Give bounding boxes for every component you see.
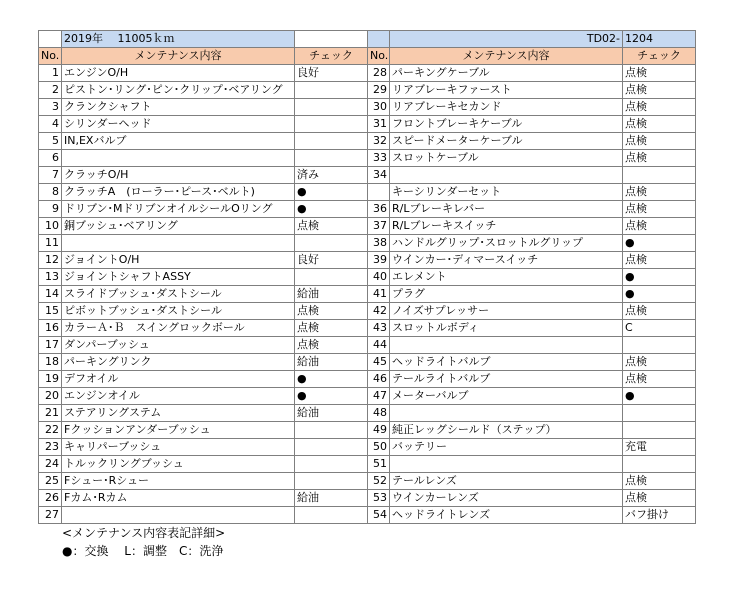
model-code-cell[interactable]: TD02- — [390, 31, 623, 48]
col-header-check: チェック — [623, 48, 696, 65]
left-row-content[interactable]: Fシュー･Rシュー — [62, 473, 295, 490]
right-row-no[interactable]: 34 — [368, 167, 390, 184]
right-row-content[interactable]: リアブレーキセカンド — [390, 99, 623, 116]
right-row-no[interactable]: 41 — [368, 286, 390, 303]
table-row — [39, 388, 696, 405]
right-row-check[interactable]: 点検 — [623, 116, 696, 133]
right-row-content[interactable]: ノイズサプレッサー — [390, 303, 623, 320]
right-row-no[interactable]: 28 — [368, 65, 390, 82]
legend — [62, 524, 225, 560]
right-row-check[interactable]: バフ掛け — [623, 507, 696, 524]
table-row — [39, 65, 696, 82]
left-row-content[interactable]: エンジンO/H — [62, 65, 295, 82]
left-row-check[interactable] — [295, 422, 368, 439]
left-row-no[interactable]: 25 — [39, 473, 62, 490]
right-row-content[interactable]: ウインカーレンズ — [390, 490, 623, 507]
left-row-no[interactable]: 14 — [39, 286, 62, 303]
right-row-no[interactable]: 33 — [368, 150, 390, 167]
left-row-no[interactable]: 4 — [39, 116, 62, 133]
left-row-no[interactable]: 1 — [39, 65, 62, 82]
right-row-content[interactable]: 純正レッグシールド（ステップ） — [390, 422, 623, 439]
right-row-no[interactable]: 32 — [368, 133, 390, 150]
left-row-check[interactable] — [295, 473, 368, 490]
left-row-check[interactable] — [295, 507, 368, 524]
right-row-no[interactable]: 43 — [368, 320, 390, 337]
right-row-check[interactable]: 点検 — [623, 65, 696, 82]
table-row — [39, 456, 696, 473]
col-header-content: メンテナンス内容 — [390, 48, 623, 65]
left-row-no[interactable]: 12 — [39, 252, 62, 269]
right-row-no[interactable]: 36 — [368, 201, 390, 218]
table-row — [39, 371, 696, 388]
right-row-check[interactable]: 点検 — [623, 201, 696, 218]
right-row-content[interactable]: R/Lブレーキスイッチ — [390, 218, 623, 235]
left-row-no[interactable]: 15 — [39, 303, 62, 320]
right-row-content[interactable]: メーターバルブ — [390, 388, 623, 405]
right-row-no[interactable]: 38 — [368, 235, 390, 252]
right-row-check[interactable] — [623, 167, 696, 184]
left-row-no[interactable]: 2 — [39, 82, 62, 99]
right-row-check[interactable]: 充電 — [623, 439, 696, 456]
left-row-no[interactable]: 10 — [39, 218, 62, 235]
right-row-content[interactable]: ヘッドライトレンズ — [390, 507, 623, 524]
right-row-content[interactable]: フロントブレーキケーブル — [390, 116, 623, 133]
right-row-check[interactable]: C — [623, 320, 696, 337]
right-row-check[interactable]: ● — [623, 269, 696, 286]
right-row-check[interactable]: 点検 — [623, 303, 696, 320]
maintenance-sheet — [38, 30, 695, 558]
table-row — [39, 218, 696, 235]
left-row-no[interactable]: 27 — [39, 507, 62, 524]
left-row-check[interactable]: 給油 — [295, 405, 368, 422]
left-row-content[interactable]: ピストン･リング･ピン･クリップ･ベアリング — [62, 82, 295, 99]
left-row-no[interactable]: 3 — [39, 99, 62, 116]
col-header-no: No. — [39, 48, 62, 65]
table-row — [39, 116, 696, 133]
info-spacer — [39, 31, 62, 48]
col-header-check: チェック — [295, 48, 368, 65]
right-row-no[interactable]: 37 — [368, 218, 390, 235]
left-row-no[interactable]: 5 — [39, 133, 62, 150]
left-row-content[interactable]: デフオイル — [62, 371, 295, 388]
table-row — [39, 473, 696, 490]
right-row-content[interactable]: ヘッドライトバルブ — [390, 354, 623, 371]
left-row-check[interactable] — [295, 150, 368, 167]
table-row — [39, 439, 696, 456]
right-row-check[interactable] — [623, 405, 696, 422]
left-row-no[interactable]: 13 — [39, 269, 62, 286]
left-row-no[interactable]: 7 — [39, 167, 62, 184]
table-row — [39, 167, 696, 184]
left-row-content[interactable]: ドリブン･MドリブンオイルシールOリング — [62, 201, 295, 218]
table-row — [39, 303, 696, 320]
left-row-no[interactable]: 24 — [39, 456, 62, 473]
left-row-content[interactable]: ピボットブッシュ･ダストシール — [62, 303, 295, 320]
left-row-content[interactable]: ステアリングステム — [62, 405, 295, 422]
left-row-content[interactable]: シリンダーヘッド — [62, 116, 295, 133]
right-row-no[interactable]: 42 — [368, 303, 390, 320]
right-row-content[interactable]: バッテリー — [390, 439, 623, 456]
info-spacer — [368, 31, 390, 48]
right-row-check[interactable]: ● — [623, 235, 696, 252]
right-row-check[interactable]: 点検 — [623, 99, 696, 116]
right-row-content[interactable]: リアブレーキファースト — [390, 82, 623, 99]
right-row-check[interactable] — [623, 337, 696, 354]
right-row-check[interactable] — [623, 456, 696, 473]
left-row-check[interactable]: 給油 — [295, 286, 368, 303]
table-row — [39, 150, 696, 167]
right-row-content[interactable] — [390, 337, 623, 354]
left-row-no[interactable]: 22 — [39, 422, 62, 439]
left-row-no[interactable]: 11 — [39, 235, 62, 252]
right-row-content[interactable]: ハンドルグリップ･スロットルグリップ — [390, 235, 623, 252]
left-row-content[interactable]: エンジンオイル — [62, 388, 295, 405]
left-row-check[interactable] — [295, 456, 368, 473]
col-header-content: メンテナンス内容 — [62, 48, 295, 65]
table-row — [39, 252, 696, 269]
right-row-check[interactable]: ● — [623, 388, 696, 405]
right-row-no[interactable]: 54 — [368, 507, 390, 524]
left-row-check[interactable] — [295, 99, 368, 116]
left-row-no[interactable]: 23 — [39, 439, 62, 456]
table-row — [39, 507, 696, 524]
left-row-content[interactable]: ジョイントシャフトASSY — [62, 269, 295, 286]
col-header-no: No. — [368, 48, 390, 65]
left-row-content[interactable]: Fカム･Rカム — [62, 490, 295, 507]
table-row — [39, 286, 696, 303]
maintenance-table — [38, 30, 696, 524]
right-row-no[interactable]: 50 — [368, 439, 390, 456]
right-row-check[interactable]: 点検 — [623, 184, 696, 201]
left-row-content[interactable]: IN,EXバルブ — [62, 133, 295, 150]
right-row-content[interactable]: ウインカー･ディマースイッチ — [390, 252, 623, 269]
left-row-no[interactable]: 17 — [39, 337, 62, 354]
left-row-content[interactable]: クラッチO/H — [62, 167, 295, 184]
left-row-check[interactable] — [295, 82, 368, 99]
left-row-check[interactable]: 良好 — [295, 65, 368, 82]
left-row-check[interactable]: 給油 — [295, 354, 368, 371]
left-row-content[interactable]: カラーＡ･Ｂ スイングロックボール — [62, 320, 295, 337]
right-row-content[interactable]: スロットケーブル — [390, 150, 623, 167]
left-row-no[interactable]: 19 — [39, 371, 62, 388]
right-row-content[interactable]: スロットルボディ — [390, 320, 623, 337]
left-row-content[interactable]: キャリパーブッシュ — [62, 439, 295, 456]
right-row-content[interactable] — [390, 456, 623, 473]
left-row-no[interactable]: 26 — [39, 490, 62, 507]
left-row-content[interactable]: ジョイントO/H — [62, 252, 295, 269]
left-row-content[interactable]: スライドブッシュ･ダストシール — [62, 286, 295, 303]
left-row-content[interactable]: クラッチA (ローラー･ピース･ベルト) — [62, 184, 295, 201]
right-row-content[interactable]: パーキングケーブル — [390, 65, 623, 82]
left-row-check[interactable]: ● — [295, 184, 368, 201]
right-row-no[interactable]: 30 — [368, 99, 390, 116]
table-row — [39, 184, 696, 201]
table-row — [39, 320, 696, 337]
left-row-check[interactable]: 給油 — [295, 490, 368, 507]
right-row-no[interactable]: 39 — [368, 252, 390, 269]
right-row-content[interactable]: R/Lブレーキレバー — [390, 201, 623, 218]
left-row-check[interactable]: 点検 — [295, 337, 368, 354]
left-row-check[interactable]: ● — [295, 201, 368, 218]
left-row-check[interactable] — [295, 235, 368, 252]
right-row-content[interactable]: プラグ — [390, 286, 623, 303]
right-row-check[interactable] — [623, 422, 696, 439]
right-row-no[interactable]: 51 — [368, 456, 390, 473]
model-number-cell[interactable]: 1204 — [623, 31, 696, 48]
right-row-no[interactable]: 52 — [368, 473, 390, 490]
right-row-content[interactable] — [390, 405, 623, 422]
right-row-no[interactable]: 45 — [368, 354, 390, 371]
left-row-check[interactable]: 点検 — [295, 320, 368, 337]
table-row — [39, 490, 696, 507]
right-row-no[interactable]: 48 — [368, 405, 390, 422]
right-row-check[interactable]: 点検 — [623, 82, 696, 99]
right-row-content[interactable]: テールレンズ — [390, 473, 623, 490]
table-row — [39, 99, 696, 116]
left-row-content[interactable] — [62, 150, 295, 167]
table-row — [39, 422, 696, 439]
right-row-check[interactable]: ● — [623, 286, 696, 303]
right-row-check[interactable]: 点検 — [623, 473, 696, 490]
table-row — [39, 201, 696, 218]
left-row-check[interactable] — [295, 133, 368, 150]
left-row-content[interactable]: 銅ブッシュ･ベアリング — [62, 218, 295, 235]
left-row-check[interactable] — [295, 116, 368, 133]
right-row-no[interactable]: 40 — [368, 269, 390, 286]
left-row-check[interactable]: 良好 — [295, 252, 368, 269]
right-row-no[interactable]: 53 — [368, 490, 390, 507]
table-row — [39, 235, 696, 252]
right-row-check[interactable]: 点検 — [623, 150, 696, 167]
right-row-content[interactable]: テールライトバルブ — [390, 371, 623, 388]
right-row-check[interactable]: 点検 — [623, 354, 696, 371]
right-row-check[interactable]: 点検 — [623, 252, 696, 269]
right-row-content[interactable]: キーシリンダーセット — [390, 184, 623, 201]
legend-title: <メンテナンス内容表記詳細> — [62, 526, 226, 540]
left-row-no[interactable]: 8 — [39, 184, 62, 201]
right-row-check[interactable]: 点検 — [623, 490, 696, 507]
left-row-no[interactable]: 6 — [39, 150, 62, 167]
right-row-check[interactable]: 点検 — [623, 371, 696, 388]
left-row-no[interactable]: 16 — [39, 320, 62, 337]
right-row-no[interactable] — [368, 184, 390, 201]
right-row-content[interactable] — [390, 167, 623, 184]
table-row — [39, 82, 696, 99]
left-row-check[interactable]: 点検 — [295, 303, 368, 320]
table-row — [39, 354, 696, 371]
left-row-content[interactable] — [62, 235, 295, 252]
left-row-no[interactable]: 18 — [39, 354, 62, 371]
left-row-no[interactable]: 21 — [39, 405, 62, 422]
table-row — [39, 269, 696, 286]
left-row-no[interactable]: 20 — [39, 388, 62, 405]
right-row-content[interactable]: スピードメーターケーブル — [390, 133, 623, 150]
left-row-check[interactable]: 点検 — [295, 218, 368, 235]
left-row-check[interactable] — [295, 269, 368, 286]
left-row-no[interactable]: 9 — [39, 201, 62, 218]
left-row-check[interactable]: ● — [295, 371, 368, 388]
left-row-check[interactable]: 済み — [295, 167, 368, 184]
left-row-content[interactable]: トルックリングブッシュ — [62, 456, 295, 473]
right-row-no[interactable]: 47 — [368, 388, 390, 405]
right-row-no[interactable]: 49 — [368, 422, 390, 439]
left-row-check[interactable] — [295, 439, 368, 456]
table-row — [39, 133, 696, 150]
right-row-content[interactable]: エレメント — [390, 269, 623, 286]
column-header-row — [39, 48, 696, 65]
right-row-no[interactable]: 31 — [368, 116, 390, 133]
left-row-content[interactable]: ダンパーブッシュ — [62, 337, 295, 354]
legend-items: ●：交換 L：調整 C：洗浄 — [62, 544, 224, 558]
left-row-content[interactable]: パーキングリンク — [62, 354, 295, 371]
left-row-content[interactable]: Fクッションアンダーブッシュ — [62, 422, 295, 439]
right-row-no[interactable]: 46 — [368, 371, 390, 388]
date-mileage-cell[interactable]: 2019年 11005ｋｍ — [62, 31, 295, 48]
left-row-check[interactable]: ● — [295, 388, 368, 405]
table-row — [39, 405, 696, 422]
info-row — [39, 31, 696, 48]
right-row-check[interactable]: 点検 — [623, 218, 696, 235]
right-row-no[interactable]: 29 — [368, 82, 390, 99]
left-row-content[interactable]: クランクシャフト — [62, 99, 295, 116]
right-row-check[interactable]: 点検 — [623, 133, 696, 150]
info-spacer — [295, 31, 368, 48]
table-row — [39, 337, 696, 354]
right-row-no[interactable]: 44 — [368, 337, 390, 354]
left-row-content[interactable] — [62, 507, 295, 524]
